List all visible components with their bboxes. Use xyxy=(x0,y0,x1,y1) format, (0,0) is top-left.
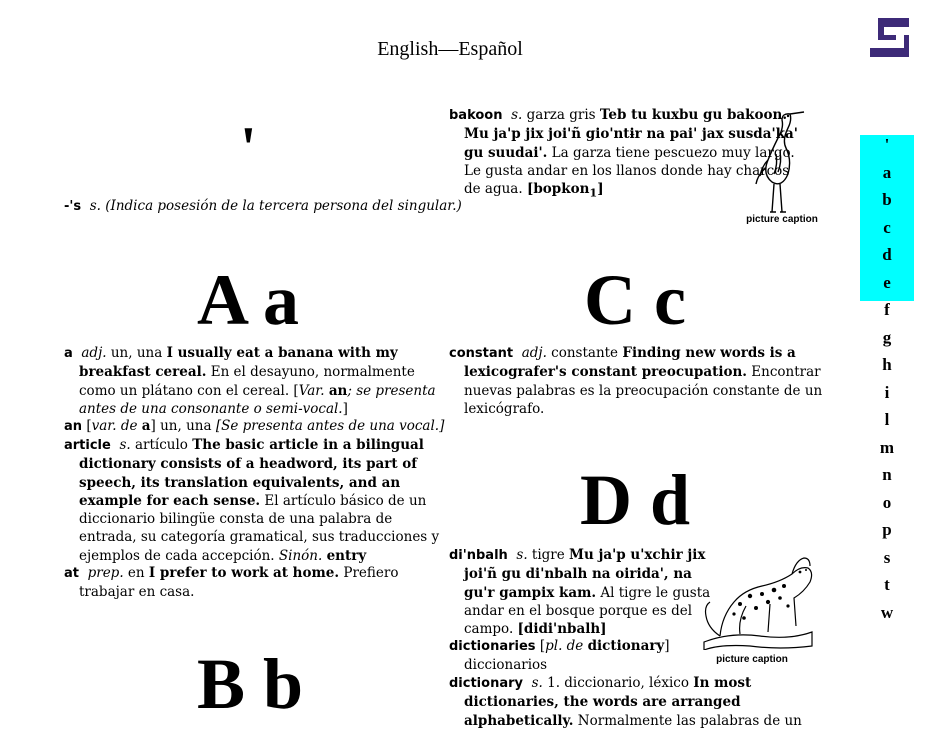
jaguar-picture xyxy=(700,546,816,650)
alphabet-letter-h[interactable]: h xyxy=(882,355,892,374)
headword: bakoon xyxy=(449,108,503,123)
section-heading-a: A a xyxy=(197,260,300,340)
headword: article xyxy=(64,438,111,453)
page-title: English—Español xyxy=(377,38,523,60)
alphabet-letter-s[interactable]: s xyxy=(883,547,891,567)
heron-picture xyxy=(752,104,812,216)
alphabet-letter-i[interactable]: i xyxy=(884,382,890,402)
entry-article: article s. artículo The basic article in a bilingual dictionary consists of a headword, its part of speech, its translation equivalents, and an example for each sense. El artículo básico de un diccionario bilingüe consta de una palabra de entrada, su categoría gramatical, sus traducciones y ejemplos de cada accepción. Sinón. entry xyxy=(64,437,440,564)
alphabet-letter-c[interactable]: c xyxy=(883,217,891,237)
alphabet-letter-n[interactable]: n xyxy=(882,465,892,484)
entry-constant: constant adj. constante Finding new words is a lexicografer's constant preocupation. Encontrar nuevas palabras es la preocupación constante de un lexicógrafo. xyxy=(449,345,823,417)
alphabet-letter-t[interactable]: t xyxy=(884,575,890,594)
heron-caption: picture caption xyxy=(746,214,818,225)
alphabet-letter-a[interactable]: a xyxy=(882,162,892,182)
section-heading-c: C c xyxy=(584,260,686,340)
alphabet-letter-g[interactable]: g xyxy=(882,327,892,347)
entry-an: an [var. de a] un, una [Se presenta antes de una vocal.] xyxy=(64,418,445,434)
entry-s-possessive xyxy=(64,197,469,216)
part-of-speech: s. xyxy=(89,198,101,214)
alphabet-letter-d[interactable]: d xyxy=(882,245,892,264)
headword: dictionary xyxy=(449,676,523,691)
headword: an xyxy=(64,419,83,434)
entry-at: at prep. en I prefer to work at home. Prefiero trabajar en casa. xyxy=(64,565,399,601)
entry-dictionary: dictionary s. 1. diccionario, léxico In most dictionaries, the words are arranged alphabetically. Normalmente las palabras de un xyxy=(449,675,802,729)
logo-icon[interactable] xyxy=(870,18,909,57)
alphabet-letter-f[interactable]: f xyxy=(884,300,890,319)
entry-dictionaries: dictionaries [pl. de dictionary] diccionarios xyxy=(449,638,670,674)
section-heading-b: B b xyxy=(197,644,304,724)
headword: at xyxy=(64,566,79,581)
headword: a xyxy=(64,346,73,361)
headword: dictionaries xyxy=(449,639,536,654)
section-heading-apostrophe: ' xyxy=(240,115,257,181)
alphabet-letter-o[interactable]: o xyxy=(882,492,892,512)
alphabet-letter-w[interactable]: w xyxy=(880,602,894,622)
alphabet-letter-apostrophe[interactable]: ' xyxy=(884,135,890,154)
jaguar-caption: picture caption xyxy=(716,654,788,665)
alphabet-letter-l[interactable]: l xyxy=(884,410,890,429)
entry-bakoon: bakoon s. garza gris Teb tu kuxbu gu bakoon. Mu ja'p jix joi'ñ gio'ntɨr na pai' jax susda'ka' gu suudai'. La garza tiene pescuezo muy largo. Le gusta andar en los llanos donde hay charcos de agua. [bopkon$_1$] xyxy=(449,107,798,200)
alphabet-letter-m[interactable]: m xyxy=(879,437,895,457)
definition: (Indica posesión de la tercera persona del singular.) xyxy=(105,198,462,214)
headword: di'nbalh xyxy=(449,548,508,563)
alphabet-letter-p[interactable]: p xyxy=(882,520,892,539)
alphabet-letter-e[interactable]: e xyxy=(883,272,891,292)
entry-dinbalh: di'nbalh s. tigre Mu ja'p u'xchir jix joi'ñ gu di'nbalh na oirida', na gu'r gampix kam. Al tigre le gusta andar en el bosque porque es del campo. [didi'nbalh] xyxy=(449,547,711,638)
headword: -'s xyxy=(64,199,82,214)
entry-a: a adj. un, una I usually eat a banana with my breakfast cereal. En el desayuno, normalmente como un plátano con el cereal. [Var. an; se presenta antes de una consonante o semi-vocal.] xyxy=(64,345,436,417)
section-heading-d: D d xyxy=(580,460,691,540)
alphabet-letter-b[interactable]: b xyxy=(882,190,892,209)
headword: constant xyxy=(449,346,514,361)
